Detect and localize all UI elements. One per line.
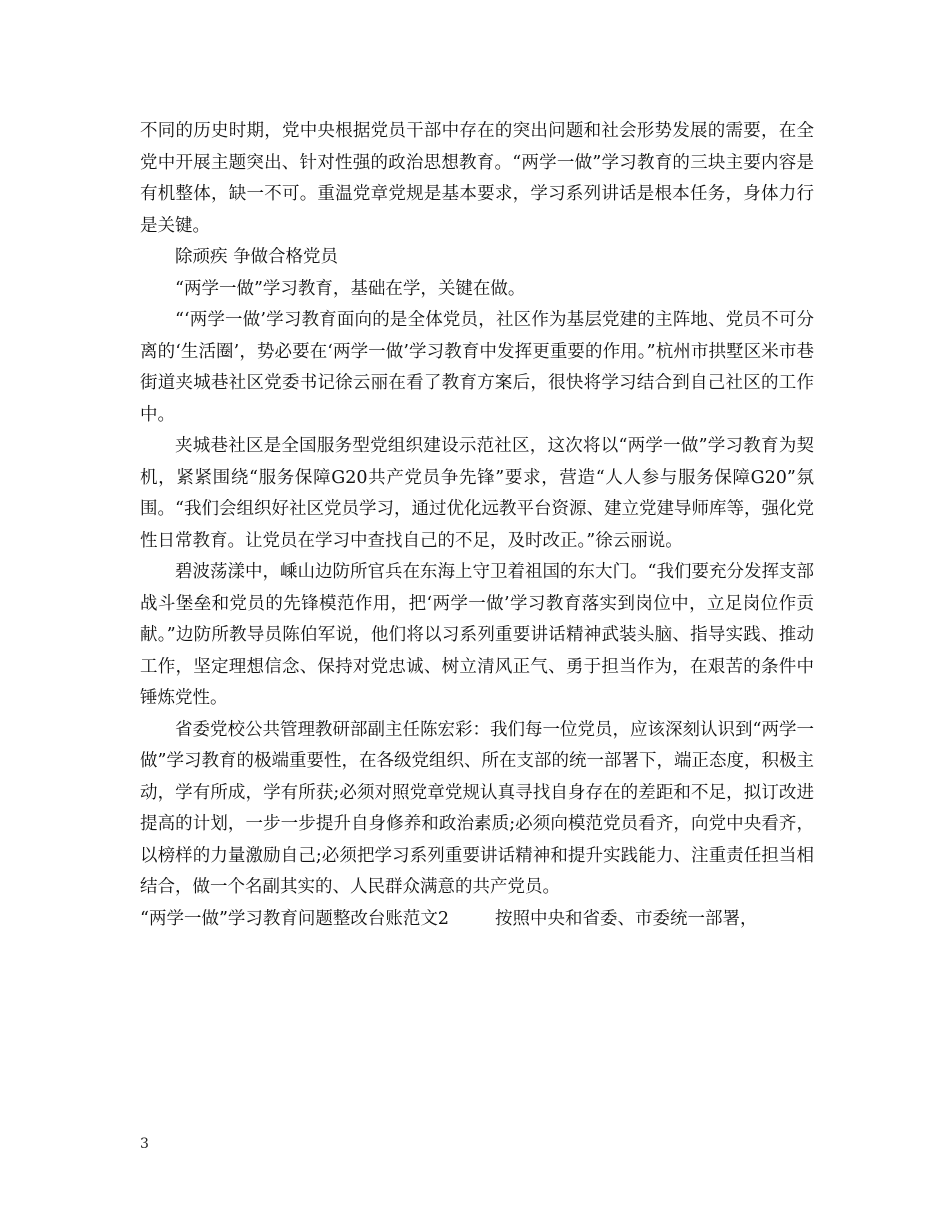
paragraph-2: “两学一做”学习教育，基础在学，关键在做。 bbox=[175, 278, 526, 299]
section-heading: 除顽疾 争做合格党员 bbox=[175, 247, 339, 267]
continuation-text: 按照中央和省委、市委统一部署， bbox=[495, 908, 758, 929]
page-number: 3 bbox=[140, 1136, 149, 1152]
last-line bbox=[140, 904, 814, 936]
paragraph-6: 省委党校公共管理教研部副主任陈宏彩：我们每一位党员，应该深刻认识到“两学一做”学习教育的极端重要性，在各级党组织、所在支部的统一部署下，端正态度，积极主动，学有所成，学有所获;必须对照党章党规认真寻找自身存在的差距和不足，拟订改进提高的计划，一步一步提升自身修养和政治素质;必须向模范党员看齐，向党中央看齐，以榜样的力量激励自己;必须把学习系列重要讲话精神和提升实践能力、注重责任担当相结合，做一个名副其实的、人民群众满意的共产党员。 bbox=[140, 719, 814, 897]
sample-title: “两学一做”学习教育问题整改台账范文2 bbox=[140, 908, 450, 929]
document-body bbox=[140, 116, 814, 935]
paragraph-3: “‘两学一做’学习教育面向的是全体党员，社区作为基层党建的主阵地、党员不可分离的‘生活圈’，势必要在‘两学一做’学习教育中发挥更重要的作用。”杭州市拱墅区米市巷街道夹城巷社区党委书记徐云丽在看了教育方案后，很快将学习结合到自己社区的工作中。 bbox=[140, 310, 814, 425]
paragraph-5: 碧波荡漾中，嵊山边防所官兵在东海上守卫着祖国的东大门。“我们要充分发挥支部战斗堡垒和党员的先锋模范作用，把‘两学一做’学习教育落实到岗位中，立足岗位作贡献。”边防所教导员陈伯军说，他们将以习系列重要讲话精神武装头脑、指导实践、推动工作，坚定理想信念、保持对党忠诚、树立清风正气、勇于担当作为，在艰苦的条件中锤炼党性。 bbox=[140, 562, 814, 708]
paragraph-1: 不同的历史时期，党中央根据党员干部中存在的突出问题和社会形势发展的需要，在全党中开展主题突出、针对性强的政治思想教育。“两学一做”学习教育的三块主要内容是有机整体，缺一不可。重温党章党规是基本要求，学习系列讲话是根本任务，身体力行是关键。 bbox=[140, 121, 814, 236]
paragraph-4: 夹城巷社区是全国服务型党组织建设示范社区，这次将以“两学一做”学习教育为契机，紧紧围绕“服务保障G20共产党员争先锋”要求，营造“人人参与服务保障G20”氛围。“我们会组织好社区党员学习，通过优化远教平台资源、建立党建导师库等，强化党性日常教育。让党员在学习中查找自己的不足，及时改正。”徐云丽说。 bbox=[140, 436, 814, 551]
